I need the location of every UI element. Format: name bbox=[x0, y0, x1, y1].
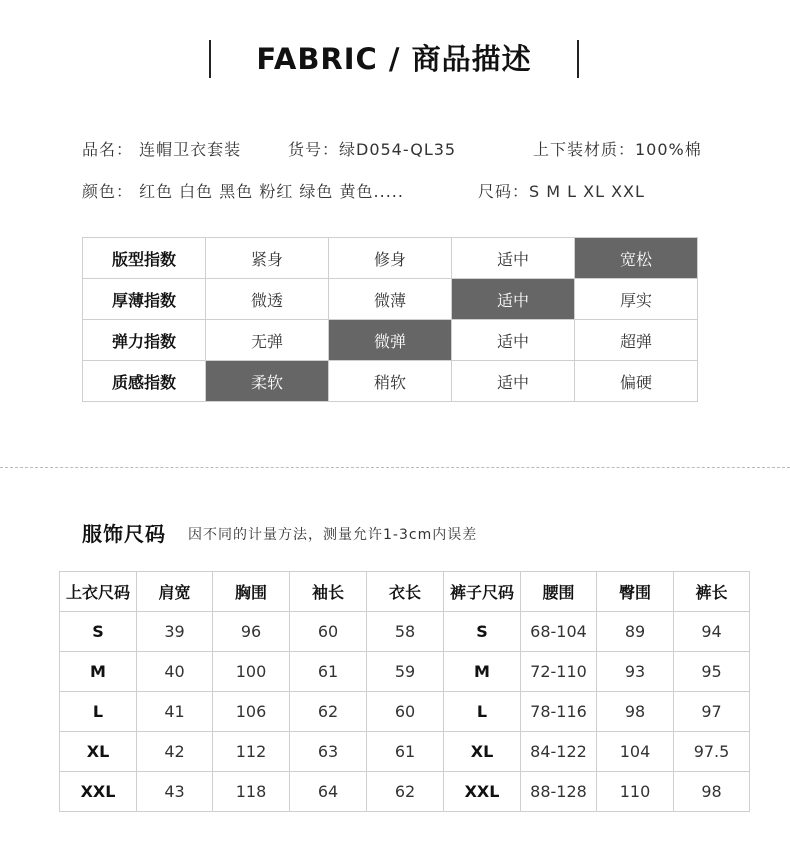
index-option-selected: 宽松 bbox=[575, 238, 698, 279]
size-column-header: 袖长 bbox=[290, 572, 367, 612]
measurement-cell: 96 bbox=[213, 612, 290, 652]
index-row bbox=[83, 361, 698, 402]
size-column-header: 裤子尺码 bbox=[444, 572, 521, 612]
table-row bbox=[60, 612, 750, 652]
size-section-title: 服饰尺码 bbox=[82, 522, 166, 546]
index-option: 偏硬 bbox=[575, 361, 698, 402]
measurement-cell: 97.5 bbox=[674, 732, 750, 772]
size-label-cell: M bbox=[444, 652, 521, 692]
size-column-header: 上衣尺码 bbox=[60, 572, 137, 612]
page-title: FABRIC / 商品描述 bbox=[256, 42, 532, 76]
measurement-cell: 78-116 bbox=[521, 692, 597, 732]
size-label-cell: XXL bbox=[444, 772, 521, 812]
size-column-header: 裤长 bbox=[674, 572, 750, 612]
size-section-note: 因不同的计量方法，测量允许1-3cm内误差 bbox=[188, 527, 478, 543]
index-option: 适中 bbox=[452, 320, 575, 361]
measurement-cell: 64 bbox=[290, 772, 367, 812]
title-divider-right bbox=[577, 40, 579, 78]
measurement-cell: 95 bbox=[674, 652, 750, 692]
index-row bbox=[83, 320, 698, 361]
measurement-cell: 93 bbox=[597, 652, 674, 692]
measurement-cell: 63 bbox=[290, 732, 367, 772]
index-option: 适中 bbox=[452, 361, 575, 402]
measurement-cell: 89 bbox=[597, 612, 674, 652]
size-label-cell: S bbox=[444, 612, 521, 652]
measurement-cell: 100 bbox=[213, 652, 290, 692]
size-column-header: 胸围 bbox=[213, 572, 290, 612]
measurement-cell: 58 bbox=[367, 612, 444, 652]
index-option: 修身 bbox=[329, 238, 452, 279]
size-label-cell: S bbox=[60, 612, 137, 652]
table-row bbox=[60, 652, 750, 692]
measurement-cell: 42 bbox=[137, 732, 213, 772]
measurement-cell: 104 bbox=[597, 732, 674, 772]
measurement-cell: 106 bbox=[213, 692, 290, 732]
measurement-cell: 43 bbox=[137, 772, 213, 812]
index-row-label: 弹力指数 bbox=[83, 320, 206, 361]
index-option: 无弹 bbox=[206, 320, 329, 361]
index-row-label: 厚薄指数 bbox=[83, 279, 206, 320]
index-option: 微透 bbox=[206, 279, 329, 320]
size-label-cell: L bbox=[444, 692, 521, 732]
size-column-header: 衣长 bbox=[367, 572, 444, 612]
index-option: 微薄 bbox=[329, 279, 452, 320]
table-row bbox=[60, 772, 750, 812]
size-label-cell: M bbox=[60, 652, 137, 692]
index-row bbox=[83, 238, 698, 279]
size-label-cell: XL bbox=[444, 732, 521, 772]
product-code: 货号：绿D054-QL35 bbox=[288, 140, 457, 159]
measurement-cell: 39 bbox=[137, 612, 213, 652]
measurement-cell: 72-110 bbox=[521, 652, 597, 692]
size-label-cell: XXL bbox=[60, 772, 137, 812]
measurement-cell: 68-104 bbox=[521, 612, 597, 652]
index-row-label: 质感指数 bbox=[83, 361, 206, 402]
measurement-cell: 62 bbox=[367, 772, 444, 812]
table-row bbox=[60, 732, 750, 772]
measurement-cell: 88-128 bbox=[521, 772, 597, 812]
fit-index-table bbox=[82, 237, 698, 402]
table-row bbox=[60, 692, 750, 732]
measurement-cell: 61 bbox=[290, 652, 367, 692]
index-option: 紧身 bbox=[206, 238, 329, 279]
index-option-selected: 适中 bbox=[452, 279, 575, 320]
index-row-label: 版型指数 bbox=[83, 238, 206, 279]
measurement-cell: 61 bbox=[367, 732, 444, 772]
measurement-cell: 112 bbox=[213, 732, 290, 772]
product-sizes: 尺码：S M L XL XXL bbox=[478, 182, 645, 201]
index-option-selected: 柔软 bbox=[206, 361, 329, 402]
measurement-cell: 41 bbox=[137, 692, 213, 732]
index-option-selected: 微弹 bbox=[329, 320, 452, 361]
index-option: 适中 bbox=[452, 238, 575, 279]
size-label-cell: XL bbox=[60, 732, 137, 772]
measurement-cell: 110 bbox=[597, 772, 674, 812]
measurement-cell: 60 bbox=[367, 692, 444, 732]
section-title-fabric bbox=[0, 36, 790, 80]
product-colors: 颜色： 红色 白色 黑色 粉红 绿色 黄色..... bbox=[82, 182, 404, 201]
product-name: 品名： 连帽卫衣套装 bbox=[82, 140, 242, 159]
measurement-cell: 40 bbox=[137, 652, 213, 692]
size-chart-table bbox=[59, 571, 750, 812]
measurement-cell: 98 bbox=[597, 692, 674, 732]
measurement-cell: 62 bbox=[290, 692, 367, 732]
measurement-cell: 84-122 bbox=[521, 732, 597, 772]
index-option: 稍软 bbox=[329, 361, 452, 402]
measurement-cell: 59 bbox=[367, 652, 444, 692]
measurement-cell: 94 bbox=[674, 612, 750, 652]
measurement-cell: 98 bbox=[674, 772, 750, 812]
product-material: 上下装材质：100%棉 bbox=[533, 140, 702, 159]
measurement-cell: 118 bbox=[213, 772, 290, 812]
measurement-cell: 97 bbox=[674, 692, 750, 732]
index-row bbox=[83, 279, 698, 320]
index-option: 超弹 bbox=[575, 320, 698, 361]
size-column-header: 臀围 bbox=[597, 572, 674, 612]
size-column-header: 腰围 bbox=[521, 572, 597, 612]
index-option: 厚实 bbox=[575, 279, 698, 320]
measurement-cell: 60 bbox=[290, 612, 367, 652]
size-column-header: 肩宽 bbox=[137, 572, 213, 612]
size-label-cell: L bbox=[60, 692, 137, 732]
section-divider bbox=[0, 467, 790, 468]
